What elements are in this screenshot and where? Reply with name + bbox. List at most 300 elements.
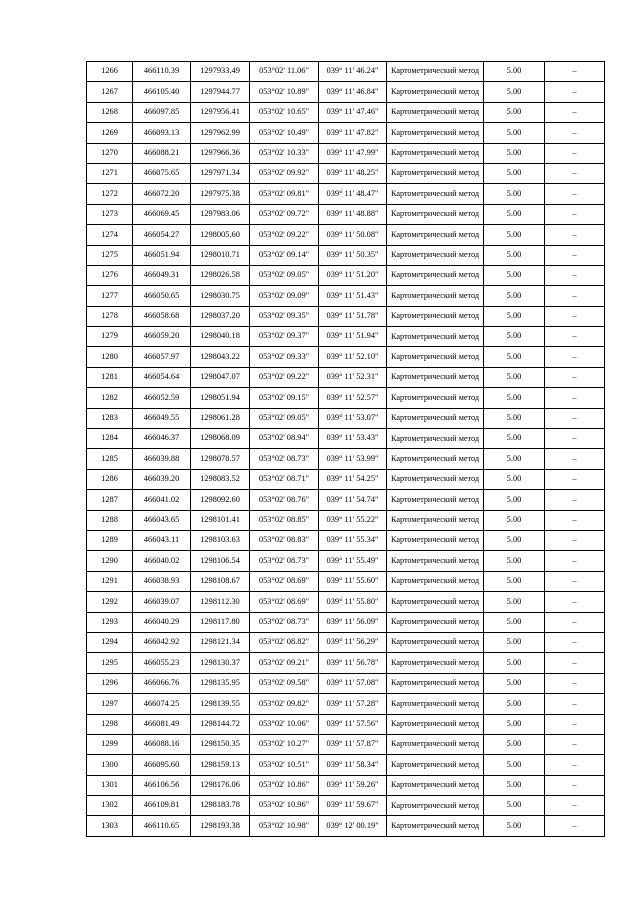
accuracy-cell: 5.00 [484, 245, 545, 265]
table-row [87, 673, 605, 693]
table-row [87, 102, 605, 122]
point-number-cell: 1294 [87, 632, 133, 652]
accuracy-cell: 5.00 [484, 653, 545, 673]
accuracy-cell: 5.00 [484, 306, 545, 326]
accuracy-cell: 5.00 [484, 734, 545, 754]
method-cell: Картометрический метод [387, 327, 484, 347]
coord-x-cell: 466052.59 [133, 388, 191, 408]
latitude-cell: 053°02' 09.22" [250, 367, 319, 387]
coord-y-cell: 1298112.30 [191, 592, 250, 612]
longitude-cell: 039° 11' 53.43" [319, 429, 387, 449]
point-number-cell: 1287 [87, 490, 133, 510]
note-cell: – [545, 82, 605, 102]
point-number-cell: 1298 [87, 714, 133, 734]
note-cell: – [545, 449, 605, 469]
coord-x-cell: 466095.60 [133, 755, 191, 775]
longitude-cell: 039° 11' 56.29" [319, 632, 387, 652]
method-cell: Картометрический метод [387, 571, 484, 591]
point-number-cell: 1290 [87, 551, 133, 571]
point-number-cell: 1301 [87, 775, 133, 795]
coord-y-cell: 1297962.99 [191, 123, 250, 143]
accuracy-cell: 5.00 [484, 225, 545, 245]
coord-y-cell: 1298043.22 [191, 347, 250, 367]
note-cell: – [545, 62, 605, 82]
longitude-cell: 039° 11' 52.57" [319, 388, 387, 408]
accuracy-cell: 5.00 [484, 612, 545, 632]
table-row [87, 469, 605, 489]
coord-x-cell: 466058.68 [133, 306, 191, 326]
method-cell: Картометрический метод [387, 694, 484, 714]
point-number-cell: 1275 [87, 245, 133, 265]
latitude-cell: 053°02' 09.09" [250, 286, 319, 306]
method-cell: Картометрический метод [387, 796, 484, 816]
accuracy-cell: 5.00 [484, 163, 545, 183]
latitude-cell: 053°02' 09.82" [250, 694, 319, 714]
note-cell: – [545, 143, 605, 163]
table-row [87, 62, 605, 82]
accuracy-cell: 5.00 [484, 551, 545, 571]
coord-x-cell: 466069.45 [133, 204, 191, 224]
latitude-cell: 053°02' 09.22" [250, 225, 319, 245]
longitude-cell: 039° 11' 57.08" [319, 673, 387, 693]
longitude-cell: 039° 11' 54.25" [319, 469, 387, 489]
note-cell: – [545, 245, 605, 265]
longitude-cell: 039° 11' 48.88" [319, 204, 387, 224]
note-cell: – [545, 755, 605, 775]
coord-x-cell: 466066.76 [133, 673, 191, 693]
coordinates-table-body [87, 62, 605, 837]
coord-x-cell: 466088.16 [133, 734, 191, 754]
method-cell: Картометрический метод [387, 286, 484, 306]
coord-y-cell: 1297944.77 [191, 82, 250, 102]
note-cell: – [545, 163, 605, 183]
table-row [87, 755, 605, 775]
point-number-cell: 1274 [87, 225, 133, 245]
coord-x-cell: 466097.85 [133, 102, 191, 122]
note-cell: – [545, 673, 605, 693]
longitude-cell: 039° 11' 48.47" [319, 184, 387, 204]
latitude-cell: 053°02' 09.58" [250, 673, 319, 693]
accuracy-cell: 5.00 [484, 123, 545, 143]
table-row [87, 388, 605, 408]
coord-y-cell: 1298083.52 [191, 469, 250, 489]
longitude-cell: 039° 11' 51.94" [319, 327, 387, 347]
longitude-cell: 039° 11' 53.07" [319, 408, 387, 428]
accuracy-cell: 5.00 [484, 592, 545, 612]
accuracy-cell: 5.00 [484, 408, 545, 428]
latitude-cell: 053°02' 09.21" [250, 653, 319, 673]
accuracy-cell: 5.00 [484, 327, 545, 347]
coord-y-cell: 1298040.18 [191, 327, 250, 347]
table-row [87, 530, 605, 550]
note-cell: – [545, 123, 605, 143]
longitude-cell: 039° 11' 55.49" [319, 551, 387, 571]
longitude-cell: 039° 11' 59.67" [319, 796, 387, 816]
method-cell: Картометрический метод [387, 388, 484, 408]
latitude-cell: 053°02' 10.51" [250, 755, 319, 775]
accuracy-cell: 5.00 [484, 796, 545, 816]
table-row [87, 551, 605, 571]
method-cell: Картометрический метод [387, 755, 484, 775]
coord-x-cell: 466106.56 [133, 775, 191, 795]
accuracy-cell: 5.00 [484, 694, 545, 714]
coord-y-cell: 1298150.35 [191, 734, 250, 754]
point-number-cell: 1272 [87, 184, 133, 204]
coord-y-cell: 1297971.34 [191, 163, 250, 183]
method-cell: Картометрический метод [387, 449, 484, 469]
coord-y-cell: 1298078.57 [191, 449, 250, 469]
table-row [87, 592, 605, 612]
note-cell: – [545, 204, 605, 224]
method-cell: Картометрический метод [387, 592, 484, 612]
coord-x-cell: 466054.27 [133, 225, 191, 245]
accuracy-cell: 5.00 [484, 388, 545, 408]
table-row [87, 204, 605, 224]
latitude-cell: 053°02' 08.73" [250, 449, 319, 469]
note-cell: – [545, 592, 605, 612]
point-number-cell: 1268 [87, 102, 133, 122]
longitude-cell: 039° 11' 55.60" [319, 571, 387, 591]
point-number-cell: 1279 [87, 327, 133, 347]
latitude-cell: 053°02' 10.89" [250, 82, 319, 102]
note-cell: – [545, 571, 605, 591]
table-row [87, 123, 605, 143]
longitude-cell: 039° 11' 47.99" [319, 143, 387, 163]
coord-x-cell: 466072.20 [133, 184, 191, 204]
note-cell: – [545, 265, 605, 285]
coord-y-cell: 1298037.20 [191, 306, 250, 326]
coord-y-cell: 1297966.36 [191, 143, 250, 163]
longitude-cell: 039° 11' 51.43" [319, 286, 387, 306]
point-number-cell: 1283 [87, 408, 133, 428]
method-cell: Картометрический метод [387, 734, 484, 754]
longitude-cell: 039° 11' 53.99" [319, 449, 387, 469]
method-cell: Картометрический метод [387, 816, 484, 836]
method-cell: Картометрический метод [387, 490, 484, 510]
longitude-cell: 039° 11' 46.84" [319, 82, 387, 102]
coord-x-cell: 466093.13 [133, 123, 191, 143]
coord-y-cell: 1298159.13 [191, 755, 250, 775]
note-cell: – [545, 632, 605, 652]
table-row [87, 796, 605, 816]
coord-x-cell: 466043.11 [133, 530, 191, 550]
accuracy-cell: 5.00 [484, 204, 545, 224]
method-cell: Картометрический метод [387, 530, 484, 550]
coord-x-cell: 466043.65 [133, 510, 191, 530]
method-cell: Картометрический метод [387, 367, 484, 387]
latitude-cell: 053°02' 09.14" [250, 245, 319, 265]
latitude-cell: 053°02' 10.33" [250, 143, 319, 163]
accuracy-cell: 5.00 [484, 449, 545, 469]
point-number-cell: 1281 [87, 367, 133, 387]
point-number-cell: 1297 [87, 694, 133, 714]
note-cell: – [545, 775, 605, 795]
note-cell: – [545, 551, 605, 571]
accuracy-cell: 5.00 [484, 62, 545, 82]
accuracy-cell: 5.00 [484, 82, 545, 102]
coord-x-cell: 466039.20 [133, 469, 191, 489]
latitude-cell: 053°02' 08.82" [250, 632, 319, 652]
longitude-cell: 039° 11' 47.46" [319, 102, 387, 122]
latitude-cell: 053°02' 10.65" [250, 102, 319, 122]
method-cell: Картометрический метод [387, 102, 484, 122]
longitude-cell: 039° 11' 55.80" [319, 592, 387, 612]
coord-x-cell: 466081.49 [133, 714, 191, 734]
table-row [87, 571, 605, 591]
coord-x-cell: 466057.97 [133, 347, 191, 367]
longitude-cell: 039° 11' 51.20" [319, 265, 387, 285]
table-row [87, 775, 605, 795]
latitude-cell: 053°02' 08.85" [250, 510, 319, 530]
point-number-cell: 1269 [87, 123, 133, 143]
point-number-cell: 1284 [87, 429, 133, 449]
coord-x-cell: 466042.92 [133, 632, 191, 652]
coord-y-cell: 1298047.07 [191, 367, 250, 387]
point-number-cell: 1267 [87, 82, 133, 102]
longitude-cell: 039° 11' 54.74" [319, 490, 387, 510]
method-cell: Картометрический метод [387, 306, 484, 326]
note-cell: – [545, 714, 605, 734]
coord-x-cell: 466050.65 [133, 286, 191, 306]
point-number-cell: 1289 [87, 530, 133, 550]
table-row [87, 265, 605, 285]
note-cell: – [545, 367, 605, 387]
table-row [87, 449, 605, 469]
coord-x-cell: 466110.39 [133, 62, 191, 82]
accuracy-cell: 5.00 [484, 102, 545, 122]
coord-x-cell: 466074.25 [133, 694, 191, 714]
accuracy-cell: 5.00 [484, 816, 545, 836]
longitude-cell: 039° 11' 59.26" [319, 775, 387, 795]
latitude-cell: 053°02' 11.06" [250, 62, 319, 82]
note-cell: – [545, 816, 605, 836]
method-cell: Картометрический метод [387, 123, 484, 143]
latitude-cell: 053°02' 10.27" [250, 734, 319, 754]
point-number-cell: 1302 [87, 796, 133, 816]
coord-y-cell: 1298130.37 [191, 653, 250, 673]
note-cell: – [545, 347, 605, 367]
coord-x-cell: 466051.94 [133, 245, 191, 265]
coord-y-cell: 1298117.80 [191, 612, 250, 632]
coord-y-cell: 1298026.58 [191, 265, 250, 285]
accuracy-cell: 5.00 [484, 429, 545, 449]
latitude-cell: 053°02' 09.81" [250, 184, 319, 204]
note-cell: – [545, 286, 605, 306]
longitude-cell: 039° 11' 56.09" [319, 612, 387, 632]
latitude-cell: 053°02' 09.33" [250, 347, 319, 367]
table-row [87, 184, 605, 204]
method-cell: Картометрический метод [387, 673, 484, 693]
table-row [87, 327, 605, 347]
table-row [87, 632, 605, 652]
note-cell: – [545, 510, 605, 530]
coord-y-cell: 1297975.38 [191, 184, 250, 204]
coord-x-cell: 466105.40 [133, 82, 191, 102]
latitude-cell: 053°02' 08.71" [250, 469, 319, 489]
point-number-cell: 1286 [87, 469, 133, 489]
coordinates-table [86, 61, 605, 837]
coord-y-cell: 1298061.28 [191, 408, 250, 428]
latitude-cell: 053°02' 08.73" [250, 612, 319, 632]
coord-y-cell: 1297933.49 [191, 62, 250, 82]
accuracy-cell: 5.00 [484, 347, 545, 367]
point-number-cell: 1288 [87, 510, 133, 530]
coord-x-cell: 466039.88 [133, 449, 191, 469]
latitude-cell: 053°02' 09.92" [250, 163, 319, 183]
point-number-cell: 1282 [87, 388, 133, 408]
coord-x-cell: 466109.81 [133, 796, 191, 816]
point-number-cell: 1296 [87, 673, 133, 693]
coord-y-cell: 1298005.60 [191, 225, 250, 245]
latitude-cell: 053°02' 09.05" [250, 408, 319, 428]
method-cell: Картометрический метод [387, 347, 484, 367]
method-cell: Картометрический метод [387, 265, 484, 285]
accuracy-cell: 5.00 [484, 184, 545, 204]
coord-x-cell: 466049.55 [133, 408, 191, 428]
coord-x-cell: 466038.93 [133, 571, 191, 591]
table-row [87, 347, 605, 367]
method-cell: Картометрический метод [387, 632, 484, 652]
point-number-cell: 1300 [87, 755, 133, 775]
coord-y-cell: 1298092.60 [191, 490, 250, 510]
note-cell: – [545, 796, 605, 816]
accuracy-cell: 5.00 [484, 571, 545, 591]
note-cell: – [545, 734, 605, 754]
longitude-cell: 039° 11' 50.35" [319, 245, 387, 265]
latitude-cell: 053°02' 10.86" [250, 775, 319, 795]
coord-y-cell: 1298121.34 [191, 632, 250, 652]
method-cell: Картометрический метод [387, 775, 484, 795]
table-row [87, 714, 605, 734]
coord-y-cell: 1297983.06 [191, 204, 250, 224]
note-cell: – [545, 184, 605, 204]
table-row [87, 490, 605, 510]
coord-x-cell: 466054.64 [133, 367, 191, 387]
coord-y-cell: 1298051.94 [191, 388, 250, 408]
coord-y-cell: 1298103.63 [191, 530, 250, 550]
method-cell: Картометрический метод [387, 163, 484, 183]
longitude-cell: 039° 11' 57.28" [319, 694, 387, 714]
coord-y-cell: 1298135.95 [191, 673, 250, 693]
coord-y-cell: 1298068.09 [191, 429, 250, 449]
accuracy-cell: 5.00 [484, 673, 545, 693]
table-row [87, 816, 605, 836]
accuracy-cell: 5.00 [484, 265, 545, 285]
coord-y-cell: 1298010.71 [191, 245, 250, 265]
method-cell: Картометрический метод [387, 653, 484, 673]
coord-y-cell: 1298101.41 [191, 510, 250, 530]
table-row [87, 163, 605, 183]
point-number-cell: 1276 [87, 265, 133, 285]
method-cell: Картометрический метод [387, 82, 484, 102]
method-cell: Картометрический метод [387, 204, 484, 224]
coord-y-cell: 1297956.41 [191, 102, 250, 122]
latitude-cell: 053°02' 09.37" [250, 327, 319, 347]
table-row [87, 429, 605, 449]
coord-x-cell: 466059.20 [133, 327, 191, 347]
latitude-cell: 053°02' 08.69" [250, 592, 319, 612]
accuracy-cell: 5.00 [484, 490, 545, 510]
table-row [87, 408, 605, 428]
accuracy-cell: 5.00 [484, 632, 545, 652]
method-cell: Картометрический метод [387, 408, 484, 428]
method-cell: Картометрический метод [387, 469, 484, 489]
point-number-cell: 1299 [87, 734, 133, 754]
longitude-cell: 039° 11' 51.78" [319, 306, 387, 326]
point-number-cell: 1271 [87, 163, 133, 183]
table-row [87, 734, 605, 754]
longitude-cell: 039° 11' 58.34" [319, 755, 387, 775]
coord-x-cell: 466110.65 [133, 816, 191, 836]
table-row [87, 694, 605, 714]
method-cell: Картометрический метод [387, 245, 484, 265]
point-number-cell: 1280 [87, 347, 133, 367]
coord-y-cell: 1298144.72 [191, 714, 250, 734]
latitude-cell: 053°02' 08.73" [250, 551, 319, 571]
table-row [87, 286, 605, 306]
point-number-cell: 1303 [87, 816, 133, 836]
longitude-cell: 039° 11' 56.78" [319, 653, 387, 673]
accuracy-cell: 5.00 [484, 367, 545, 387]
coord-x-cell: 466075.65 [133, 163, 191, 183]
coord-x-cell: 466040.29 [133, 612, 191, 632]
latitude-cell: 053°02' 09.05" [250, 265, 319, 285]
point-number-cell: 1277 [87, 286, 133, 306]
table-row [87, 143, 605, 163]
method-cell: Картометрический метод [387, 714, 484, 734]
accuracy-cell: 5.00 [484, 530, 545, 550]
accuracy-cell: 5.00 [484, 714, 545, 734]
method-cell: Картометрический метод [387, 551, 484, 571]
latitude-cell: 053°02' 10.98" [250, 816, 319, 836]
coord-x-cell: 466088.21 [133, 143, 191, 163]
coord-y-cell: 1298139.55 [191, 694, 250, 714]
longitude-cell: 039° 11' 57.87" [319, 734, 387, 754]
latitude-cell: 053°02' 08.94" [250, 429, 319, 449]
coord-y-cell: 1298030.75 [191, 286, 250, 306]
coord-x-cell: 466039.07 [133, 592, 191, 612]
coord-x-cell: 466041.02 [133, 490, 191, 510]
note-cell: – [545, 694, 605, 714]
table-row [87, 225, 605, 245]
latitude-cell: 053°02' 09.35" [250, 306, 319, 326]
method-cell: Картометрический метод [387, 225, 484, 245]
coord-y-cell: 1298106.54 [191, 551, 250, 571]
latitude-cell: 053°02' 10.49" [250, 123, 319, 143]
coord-x-cell: 466049.31 [133, 265, 191, 285]
point-number-cell: 1291 [87, 571, 133, 591]
method-cell: Картометрический метод [387, 184, 484, 204]
table-row [87, 367, 605, 387]
coord-y-cell: 1298176.06 [191, 775, 250, 795]
coord-x-cell: 466046.37 [133, 429, 191, 449]
table-row [87, 245, 605, 265]
accuracy-cell: 5.00 [484, 775, 545, 795]
note-cell: – [545, 408, 605, 428]
table-row [87, 612, 605, 632]
latitude-cell: 053°02' 09.15" [250, 388, 319, 408]
method-cell: Картометрический метод [387, 143, 484, 163]
coord-y-cell: 1298193.38 [191, 816, 250, 836]
point-number-cell: 1293 [87, 612, 133, 632]
point-number-cell: 1292 [87, 592, 133, 612]
coord-x-cell: 466055.23 [133, 653, 191, 673]
longitude-cell: 039° 11' 57.56" [319, 714, 387, 734]
accuracy-cell: 5.00 [484, 469, 545, 489]
note-cell: – [545, 102, 605, 122]
method-cell: Картометрический метод [387, 62, 484, 82]
longitude-cell: 039° 12' 00.19" [319, 816, 387, 836]
